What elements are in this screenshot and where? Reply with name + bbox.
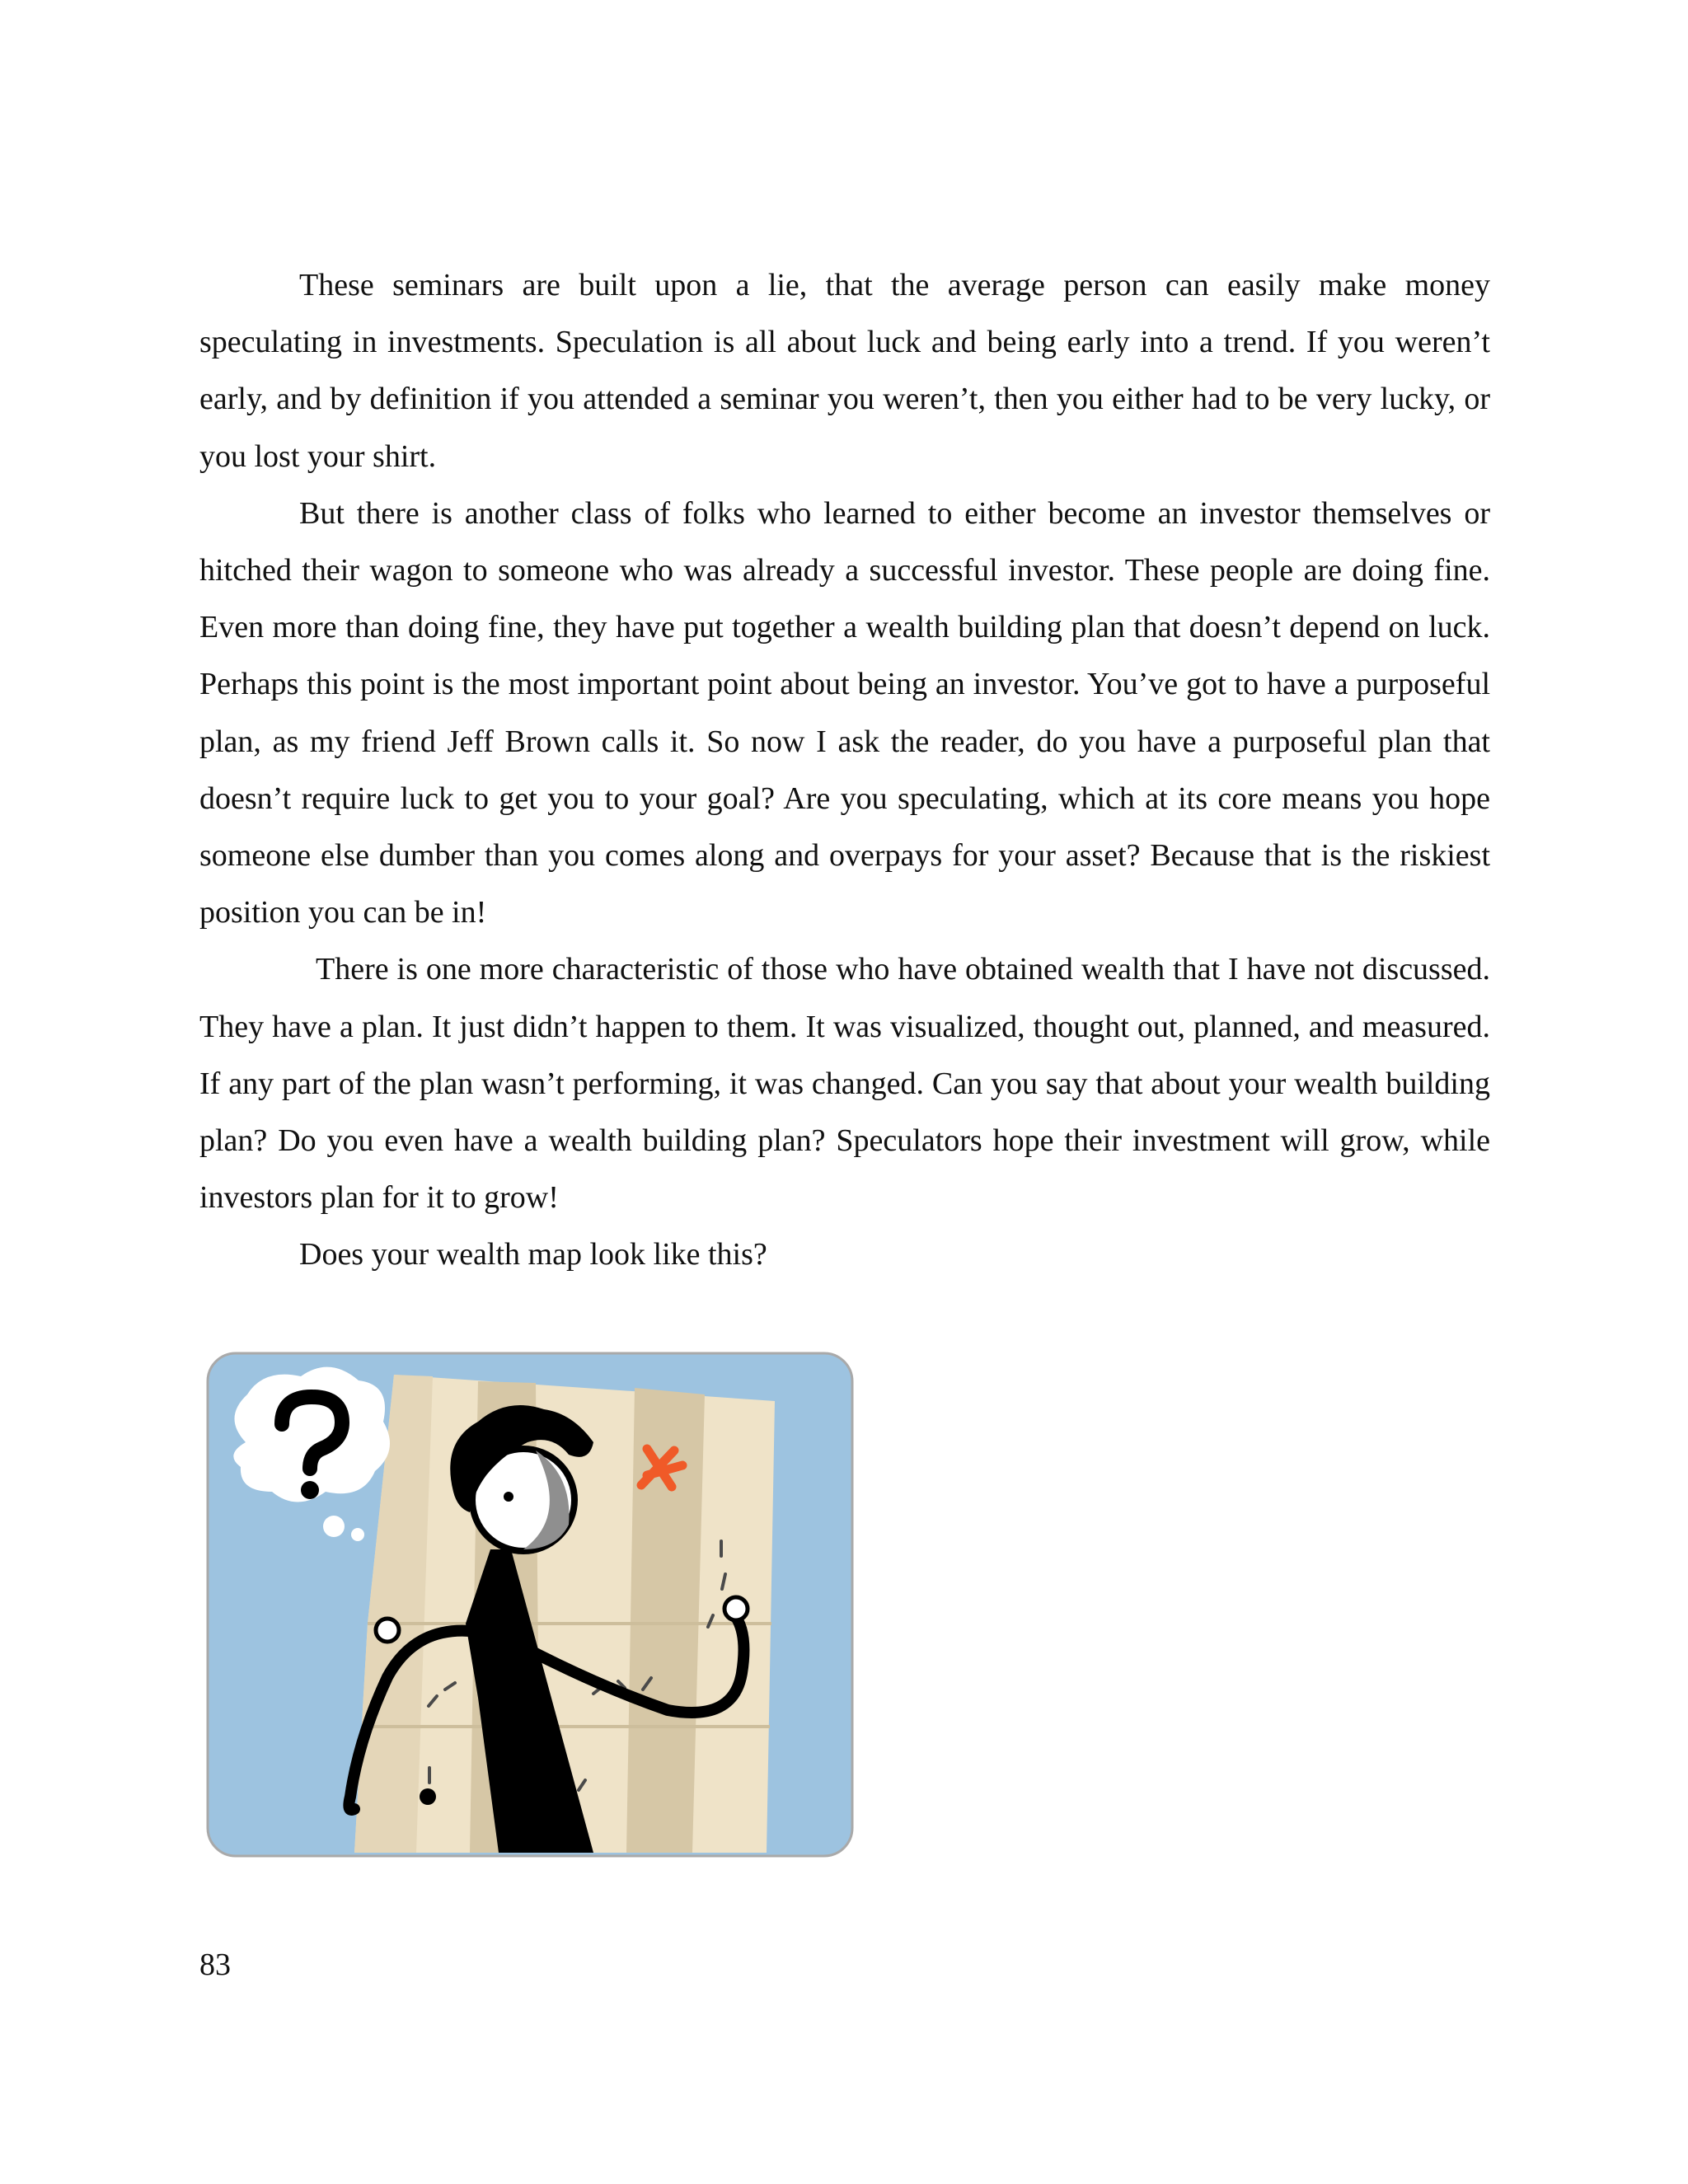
- page-number: 83: [199, 1947, 231, 1982]
- paragraph-plan: There is one more characteristic of those who have obtained wealth that I have not discussed. They have a plan. It just didn’t happen to them. It was visualized, thought out, planned, and measured. If any part of the plan wasn’t performing, it was changed. Can you say that about your wealth building plan? Do you even have a wealth building plan? Speculators hope their investment will grow, while investors plan for it to grow!: [199, 952, 1490, 1216]
- paragraph-seminars: These seminars are built upon a lie, that the average person can easily make money speculating in investments. Speculation is all about luck and being early into a trend. If you weren’t early, and by definition if you attended a seminar you weren’t, then you either had to be very lucky, or you lost your shirt.: [199, 268, 1490, 474]
- paragraph-investors: But there is another class of folks who learned to either become an investor themselves or hitched their wagon to someone who was already a successful investor. These people are doing fine. Even more than doing fine, they have put together a wealth building plan that doesn’t depend on luck. Perhaps this point is the most important point about being an investor. You’ve got to have a purposeful plan, as my friend Jeff Brown calls it. So now I ask the reader, do you have a purposeful plan that doesn’t require luck to get you to your goal? Are you speculating, which at its core means you hope someone else dumber than you comes along and overpays for your asset? Because that is the riskiest position you can be in!: [199, 495, 1490, 930]
- paragraph-question: Does your wealth map look like this?: [299, 1237, 767, 1272]
- wealth-map-illustration: [206, 1352, 854, 1858]
- body-text: [199, 257, 1490, 1284]
